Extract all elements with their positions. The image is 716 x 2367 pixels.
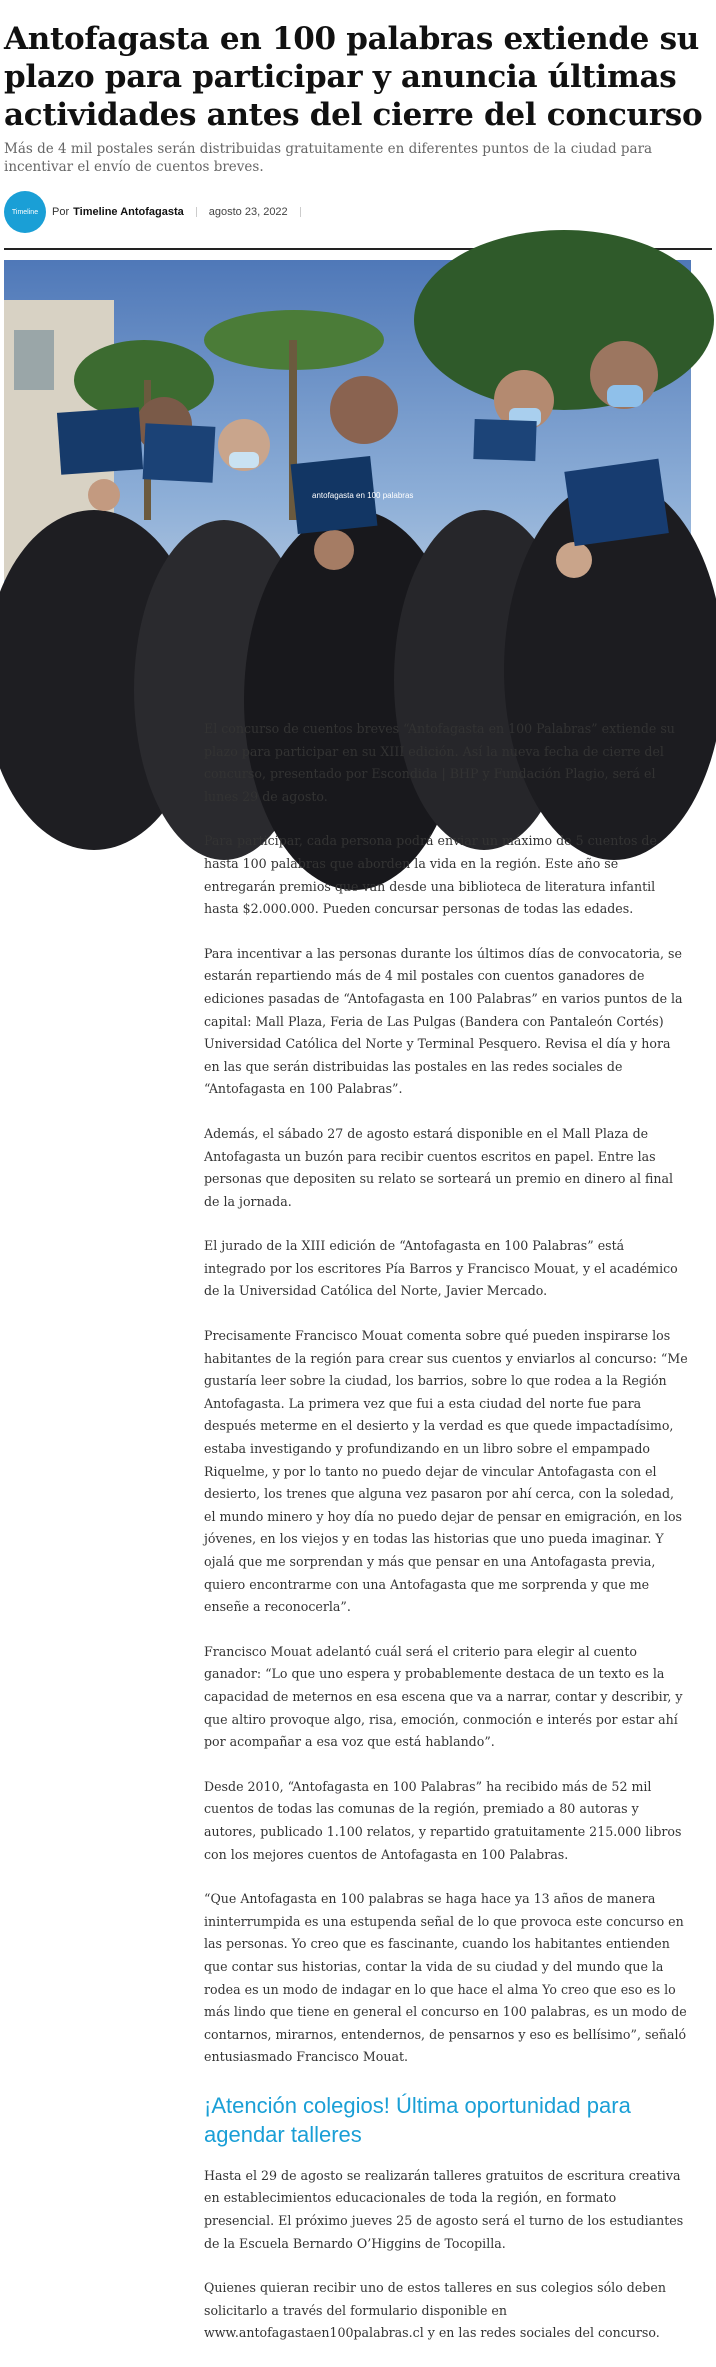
body-paragraph: Para incentivar a las personas durante los últimos días de convocatoria, se estarán repartiendo más de 4 mil postales con cuentos ganadores de ediciones pasadas de “Antofagasta en 100 Palabras” en varios puntos de la capital: Mall Plaza, Feria de Las Pulgas (Bandera con Pantaleón Cortés) Universidad Católica del Norte y Terminal Pesquero. Revisa el día y hora en las que serán distribuidas las postales en las redes sociales de “Antofagasta en 100 Palabras”. xyxy=(204,945,683,1097)
body-section-2 xyxy=(204,2165,688,2345)
body-paragraph: “Que Antofagasta en 100 palabras se haga hace ya 13 años de manera ininterrumpida es una estupenda señal de lo que provoca este concurso en las personas. Yo creo que es fascinante, cuando los habitantes entienden que contar sus historias, contar la vida de su ciudad y del mundo que la rodea es un modo de indagar en lo que hace el alma Yo creo que eso es lo más lindo que tiene en general el concurso en 100 palabras, es un modo de contarnos, mirarnos, entendernos, de pensarnos y eso es bellísimo”, señaló entusiasmado Francisco Mouat. xyxy=(204,1891,687,2065)
body-paragraph: Desde 2010, “Antofagasta en 100 Palabras” ha recibido más de 52 mil cuentos de todas las comunas de la región, premiado a 80 autoras y autores, publicado 1.100 relatos, y repartido gratuitamente 215.000 libros con los mejores cuentos de Antofagasta en 100 Palabras. xyxy=(204,1778,682,1862)
body-paragraph: Hasta el 29 de agosto se realizarán talleres gratuitos de escritura creativa en establecimientos educacionales de toda la región, en formato presencial. El próximo jueves 25 de agosto será el turno de los estudiantes de la Escuela Bernardo O’Higgins de Tocopilla. xyxy=(204,2167,684,2251)
author-link[interactable]: Timeline Antofagasta xyxy=(73,206,184,218)
body-paragraph: Precisamente Francisco Mouat comenta sobre qué pueden inspirarse los habitantes de la región para crear sus cuentos y enviarlos al concurso: “Me gustaría leer sobre la ciudad, los barrios, sobre lo que rodea a la Región Antofagasta. La primera vez que fui a esta ciudad del norte fue para después meterme en el desierto y la verdad es que quede impactadísimo, estaba investigando y profundizando en un libro sobre el empampado Riquelme, y por lo tanto no puedo dejar de vincular Antofagasta con el desierto, los trenes que alguna vez pasaron por ahí cerca, con la soledad, el mundo minero y hoy día no puedo dejar de pensar en emigración, en los jóvenes, en los viejos y en todas las historias que uno pueda imaginar. Y ojalá que me sorprendan y más que pensar en una Antofagasta previa, quiero encontrarme con una Antofagasta que me sorprenda y que me enseñe a reconocerla”. xyxy=(204,1328,688,1615)
article-subtitle: Más de 4 mil postales serán distribuidas gratuitamente en diferentes puntos de la ciudad para incentivar el envío de cuentos breves. xyxy=(4,141,653,175)
meta-divider xyxy=(196,207,197,217)
postcard-label: antofagasta en 100 palabras xyxy=(312,491,414,500)
publish-date: agosto 23, 2022 xyxy=(208,206,288,218)
author-avatar-label: Timeline xyxy=(11,208,39,216)
article-body xyxy=(204,718,688,2367)
body-section-1 xyxy=(204,718,688,2069)
author-avatar[interactable] xyxy=(4,191,46,233)
article-figure xyxy=(4,260,691,684)
body-paragraph: Además, el sábado 27 de agosto estará disponible en el Mall Plaza de Antofagasta un buzón para recibir cuentos escritos en papel. Entre las personas que depositen su relato se sorteará un premio en dinero al final de la jornada. xyxy=(204,1125,674,1209)
body-paragraph: Para participar, cada persona podrá enviar un máximo de 5 cuentos de hasta 100 palabras que aborden la vida en la región. Este año se entregarán premios que van desde una biblioteca de literatura infantil hasta $2.000.000. Pueden concursar personas de todas las edades. xyxy=(204,833,657,917)
section-heading: ¡Atención colegios! Última oportunidad para agendar talleres xyxy=(204,2092,631,2147)
body-paragraph: Quienes quieran recibir uno de estos talleres en sus colegios sólo deben solicitarlo a través del formulario disponible en www.antofagastaen100palabras.cl y en las redes sociales del concurso. xyxy=(204,2280,666,2341)
article-photo[interactable] xyxy=(4,260,691,667)
meta-divider xyxy=(300,207,301,217)
article-header xyxy=(0,0,716,234)
body-paragraph: Francisco Mouat adelantó cuál será el criterio para elegir al cuento ganador: “Lo que uno espera y probablemente destaca de un texto es la capacidad de meternos en esa escena que va a narrar, contar y describir, y que altiro provoque algo, risa, emoción, conmoción e interés por estar ahí por acompañar a esa voz que está hablando”. xyxy=(204,1643,683,1750)
body-paragraph: El concurso de cuentos breves “Antofagasta en 100 Palabras” extiende su plazo para participar en su XIII edición. Así la nueva fecha de cierre del concurso, presentado por Escondida | BHP y Fundación Plagio, será el lunes 29 de agosto. xyxy=(204,721,675,804)
photo-illustration xyxy=(4,260,691,667)
body-paragraph: El jurado de la XIII edición de “Antofagasta en 100 Palabras” está integrado por los escritores Pía Barros y Francisco Mouat, y el académico de la Universidad Católica del Norte, Javier Mercado. xyxy=(204,1238,678,1299)
article-title: Antofagasta en 100 palabras extiende su plazo para participar y anuncia últimas actividades antes del cierre del concurso xyxy=(4,21,703,133)
byline-prefix: Por xyxy=(52,206,70,218)
article-meta xyxy=(4,190,712,234)
